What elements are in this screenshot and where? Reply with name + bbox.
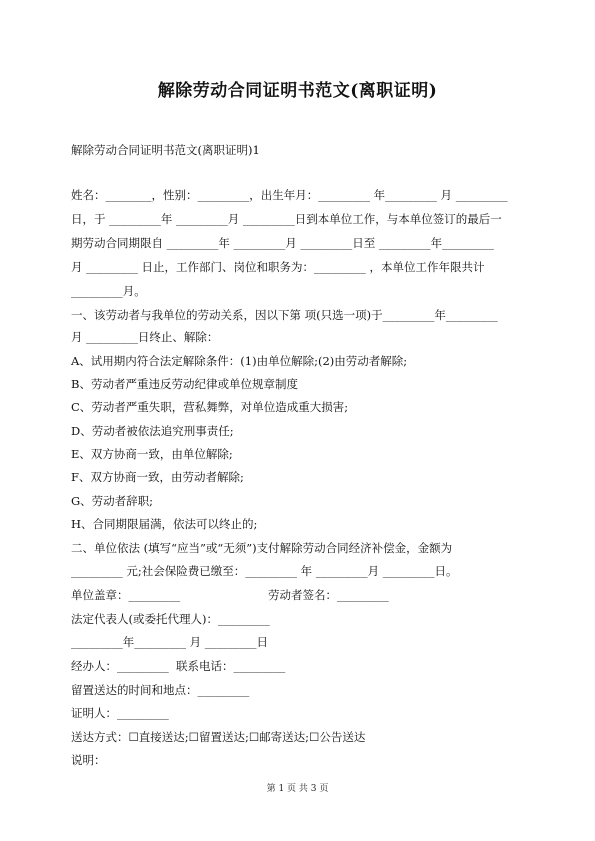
handler-phone-line: 经办人：_________ 联系电话：_________ [71, 659, 286, 673]
delivery-method-line: 送达方式：☐直接送达;☐留置送达;☐邮寄送达;☐公告送达 [71, 730, 366, 744]
text-line-years: _________月。 [71, 284, 146, 298]
section-two-heading: 二、单位依法 (填写“应当”或“无须”)支付解除劳动合同经济补偿金，金额为 [71, 541, 453, 555]
legal-rep-line: 法定代表人(或委托代理人)：_________ [71, 612, 270, 626]
compensation-line: _________ 元;社会保险费已缴至：_________ 年 _________月 _________日。 [71, 564, 458, 578]
document-subtitle: 解除劳动合同证明书范文(离职证明)1 [71, 143, 260, 157]
option-a: A、试用期内符合法定解除条件：(1)由单位解除;(2)由劳动者解除; [71, 354, 408, 368]
section-one-heading-cont: 月 _________日终止、解除： [71, 330, 219, 344]
delivery-time-place-line: 留置送达的时间和地点：_________ [71, 683, 250, 697]
option-f: F、双方协商一致，由劳动者解除; [71, 470, 244, 484]
note-label: 说明： [71, 753, 106, 767]
option-g: G、劳动者辞职; [71, 494, 154, 508]
signature-line: 单位盖章：_________ 劳动者签名：_________ [71, 588, 389, 602]
date-line: _________年_________ 月 _________日 [71, 635, 269, 649]
text-line-department: 月 _________ 日止，工作部门、岗位和职务为：_________ ，本单位工作年限共计 [71, 260, 485, 274]
option-d: D、劳动者被依法追究刑事责任; [71, 424, 234, 438]
text-line-contract-period: 期劳动合同期限自 _________年 _________月 _________日至 _________年_________ [71, 236, 494, 250]
text-line-name-gender-birth: 姓名：________，性别：_________，出生年月：_________ 年_________ 月 _________ [71, 188, 508, 202]
option-c: C、劳动者严重失职，营私舞弊，对单位造成重大损害; [71, 400, 349, 414]
page-footer: 第 1 页 共 3 页 [266, 784, 329, 794]
section-one-heading: 一、该劳动者与我单位的劳动关系，因以下第 项(只选一项)于_________年_________ [71, 308, 498, 322]
option-e: E、双方协商一致，由单位解除; [71, 447, 233, 461]
option-h: H、合同期限届满，依法可以终止的; [71, 517, 258, 531]
page-title: 解除劳动合同证明书范文(离职证明) [157, 81, 438, 101]
option-b: B、劳动者严重违反劳动纪律或单位规章制度 [71, 377, 298, 391]
witness-line: 证明人：_________ [71, 706, 169, 720]
text-line-work-start: 日，于 _________年 _________月 _________日到本单位工作，与本单位签订的最后一 [71, 212, 502, 226]
